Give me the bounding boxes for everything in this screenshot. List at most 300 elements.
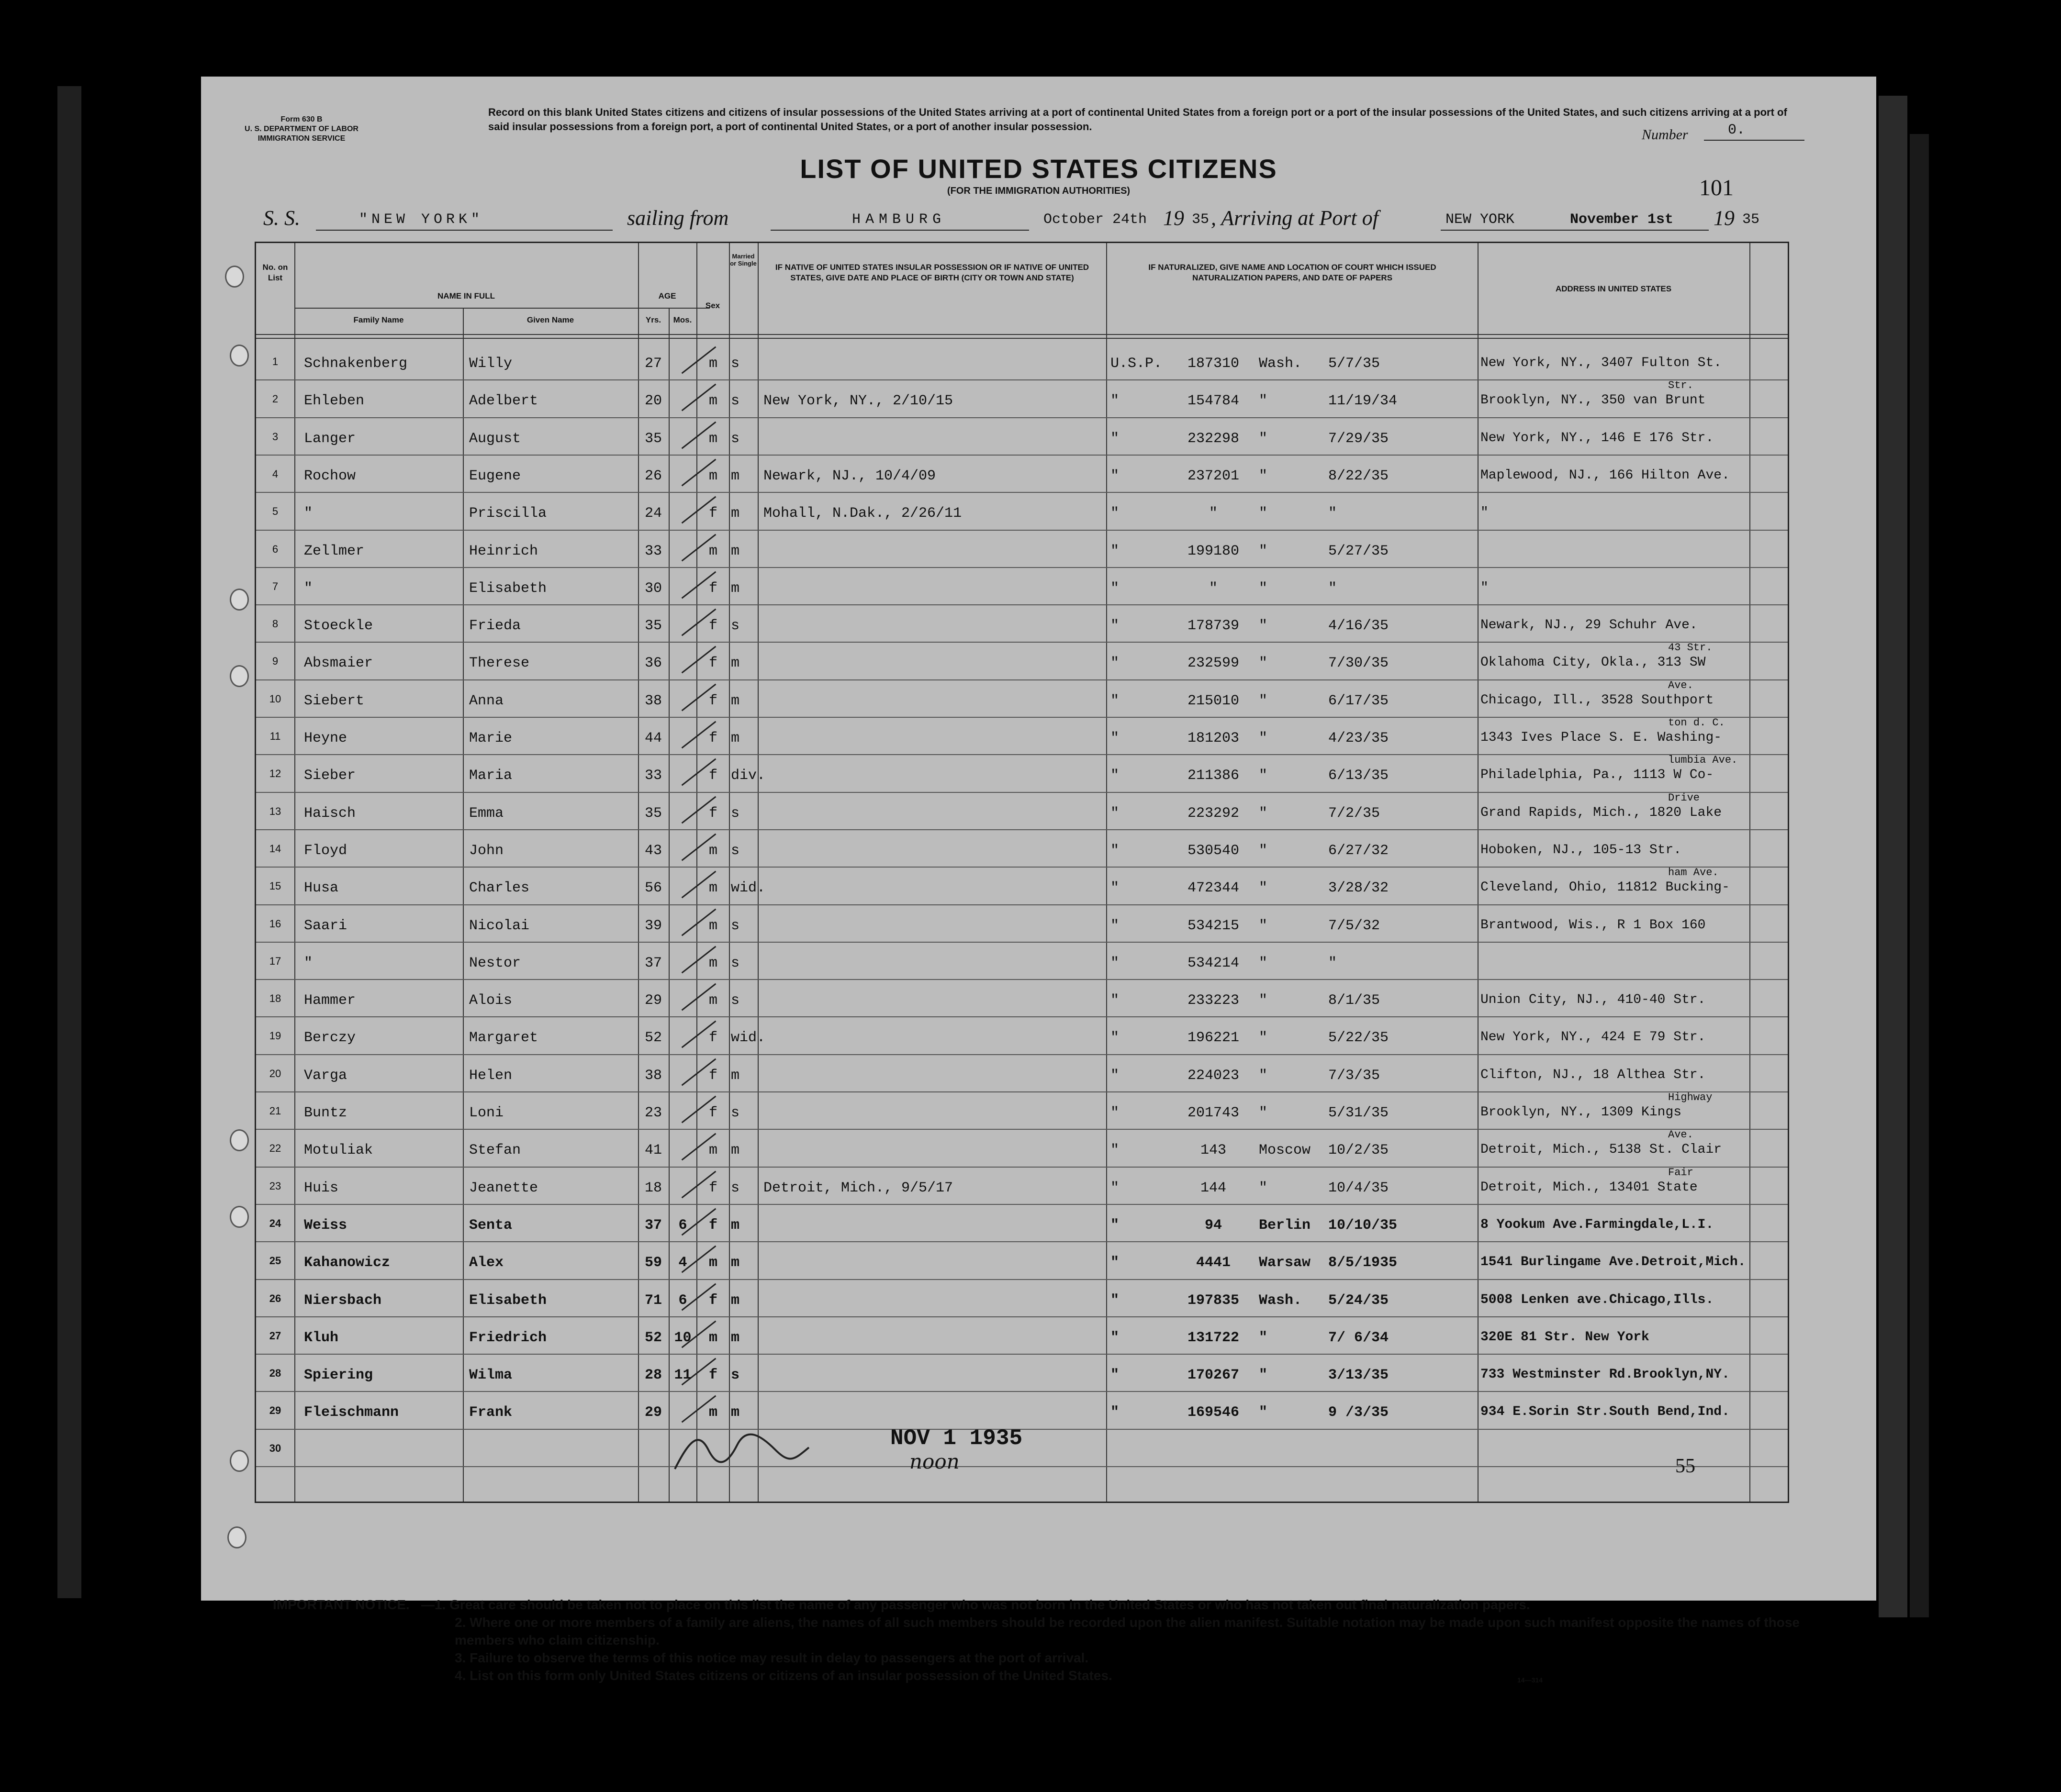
cell-nat-no: 232298 [1187,430,1240,447]
cell-addr2: Ave. [1668,679,1693,691]
cell-family: Stoeckle [304,618,373,634]
cell-no: 18 [269,992,281,1005]
cell-address: 1343 Ives Place S. E. Washing- [1480,730,1722,745]
cell-given: Adelbert [469,393,538,410]
cell-yrs: 20 [644,393,662,410]
cell-no: 1 [272,356,279,367]
cell-given: Alex [469,1255,504,1271]
col-family-name: Family Name [353,315,404,324]
cell-given: Priscilla [469,505,547,522]
cell-sex: m [708,430,717,447]
form-header [239,115,364,144]
cell-nat-date: 5/27/35 [1328,543,1389,559]
cell-yrs: 28 [644,1367,662,1384]
cell-mos: 6 [678,1292,687,1309]
cell-ms: m [731,1329,740,1346]
cell-nat-prefix: " [1110,1030,1120,1046]
cell-given: Eugene [469,467,521,484]
cell-no: 23 [269,1180,281,1192]
cell-nat-no: 237201 [1187,467,1240,484]
cell-family: Ehleben [304,393,365,410]
cell-no: 14 [269,842,281,855]
punch-hole [230,1206,249,1228]
cell-nat-no: 530540 [1187,842,1240,859]
cell-sex: m [708,880,717,897]
cell-sex: m [708,917,717,934]
service: IMMIGRATION SERVICE [258,134,346,143]
form-number: Form 630 B [280,115,323,123]
cell-nat-date: 7/5/32 [1328,917,1380,934]
cell-nat-date: 9 /3/35 [1328,1404,1389,1421]
cell-addr2: Ave. [1668,1129,1693,1141]
col-married-single: Married or Single [730,253,757,267]
row-divider [256,642,1788,643]
cell-yrs: 59 [644,1255,662,1271]
cell-addr2: ham Ave. [1668,867,1719,879]
row-divider [256,604,1788,605]
row-divider [256,792,1788,793]
cell-addr2: lumbia Ave. [1668,754,1738,767]
cell-family: Huis [304,1180,339,1196]
cell-ms: m [731,505,740,522]
cell-ms: m [731,467,740,484]
cell-nat-no: 472344 [1187,880,1240,897]
cell-nat-prefix: " [1110,768,1120,784]
cell-given: Emma [469,805,504,822]
cell-no: 2 [272,393,279,405]
cell-nat-no: " [1209,580,1218,597]
cell-ms: s [731,618,740,634]
cell-nat-prefix: " [1110,842,1120,859]
date-stamp: NOV 1 1935 [890,1426,1023,1451]
cell-nat-prefix: " [1110,618,1120,634]
cell-ms: s [731,1105,740,1121]
row-divider [256,679,1788,680]
cell-ms: s [731,842,740,859]
punch-hole [230,665,249,687]
col-sex: Sex [705,301,720,310]
cell-nat-no: 201743 [1187,1105,1240,1121]
cell-yrs: 39 [644,917,662,934]
cell-address: Union City, NJ., 410-40 Str. [1480,992,1706,1008]
row-divider [256,1466,1788,1467]
cell-given: Heinrich [469,543,538,559]
row-divider [256,1016,1788,1017]
cell-addr2: Fair [1668,1166,1693,1179]
page-edge-right [1879,96,1907,1617]
ship-underline [316,230,613,231]
cell-nat-prefix: " [1110,1404,1120,1421]
cell-family: Varga [304,1067,347,1084]
cell-address: 733 Westminster Rd.Brooklyn,NY. [1480,1367,1730,1382]
cell-nat-date: 4/16/35 [1328,618,1389,634]
row-divider [256,942,1788,943]
punch-hole [230,1129,249,1151]
cell-given: Elisabeth [469,1292,547,1309]
cell-yrs: 35 [644,430,662,447]
cell-nat-date: 7/30/35 [1328,655,1389,672]
cell-nat-prefix: " [1110,430,1120,447]
cell-family: Hammer [304,992,356,1009]
cell-family: Sieber [304,768,356,784]
cell-nat-date: 8/1/35 [1328,992,1380,1009]
cell-nat-no: 223292 [1187,805,1240,822]
cell-sex: f [708,730,717,746]
cell-family: " [304,580,313,597]
row-divider [256,379,1788,380]
cell-nat-prefix: " [1110,580,1120,597]
cell-yrs: 33 [644,768,662,784]
cell-nat-date: 6/13/35 [1328,768,1389,784]
col-no-on-list: No. on List [262,263,288,282]
cell-sex: m [708,1255,717,1271]
cell-family: " [304,955,313,971]
print-code: 14—314 [1517,1676,1543,1684]
cell-nat-no: 4441 [1196,1255,1231,1271]
cell-no: 15 [269,880,281,892]
cell-sex: f [708,655,717,672]
cell-ms: s [731,356,740,372]
handwritten-noon: noon [909,1450,960,1473]
cell-given: Alois [469,992,513,1009]
cell-nat-date: 11/19/34 [1328,393,1398,410]
cell-nat-prefix: " [1110,805,1120,822]
cell-ms: m [731,1292,740,1309]
cell-sex: f [708,1217,717,1234]
cell-court: " [1259,1030,1268,1046]
cell-nat-no: 181203 [1187,730,1240,746]
cell-court: " [1259,393,1268,410]
cell-nat-no: 178739 [1187,618,1240,634]
cell-nat-prefix: " [1110,1180,1120,1196]
header-bottom-line-2 [256,338,1788,339]
cell-no: 19 [269,1030,281,1042]
cell-nat-date: 6/27/32 [1328,842,1389,859]
cell-nat-date: 5/7/35 [1328,356,1380,372]
cell-nat-date: 7/29/35 [1328,430,1389,447]
cell-court: Berlin [1259,1217,1311,1234]
cell-court: " [1259,505,1268,522]
cell-nat-prefix: " [1110,917,1120,934]
page-edge-left [57,86,81,1598]
cell-sex: m [708,1329,717,1346]
cell-given: Senta [469,1217,513,1234]
date-from: October 24th [1043,211,1147,228]
cell-family: Langer [304,430,356,447]
cell-yrs: 37 [644,1217,662,1234]
cell-family: Motuliak [304,1142,373,1159]
cell-court: " [1259,805,1268,822]
cell-nat-no: 197835 [1187,1292,1240,1309]
col-divider [696,243,697,1502]
cell-no: 24 [269,1217,281,1229]
sailing-from-label: sailing from [627,206,729,230]
cell-addr2: Str. [1668,379,1693,392]
cell-family: Berczy [304,1030,356,1046]
port-from: HAMBURG [852,211,946,228]
cell-nat-prefix: " [1110,955,1120,971]
cell-nat-prefix: " [1110,880,1120,897]
cell-yrs: 44 [644,730,662,746]
cell-ms: s [731,992,740,1009]
cell-court: " [1259,730,1268,746]
cell-family: Kahanowicz [304,1255,391,1271]
cell-nat-no: 131722 [1187,1329,1240,1346]
cell-ms: m [731,692,740,709]
cell-court: " [1259,1329,1268,1346]
cell-address: New York, NY., 3407 Fulton St. [1480,356,1722,370]
punch-hole [230,345,249,367]
cell-court: Warsaw [1259,1255,1311,1271]
cell-sex: m [708,842,717,859]
year-from-prefix: 19 [1163,206,1184,230]
cell-family: Weiss [304,1217,347,1234]
cell-address: Brooklyn, NY., 350 van Brunt [1480,393,1706,408]
cell-address: 1541 Burlingame Ave.Detroit,Mich. [1480,1255,1746,1270]
cell-sex: f [708,505,717,522]
row-divider [256,1354,1788,1355]
cell-no: 20 [269,1067,281,1080]
cell-yrs: 26 [644,467,662,484]
cell-nat-date: 3/13/35 [1328,1367,1389,1384]
cell-given: Therese [469,655,530,672]
cell-given: Maria [469,768,513,784]
cell-address: Hoboken, NJ., 105-13 Str. [1480,842,1682,857]
cell-nat-no: 144 [1200,1180,1226,1196]
cell-mos: 6 [678,1217,687,1234]
cell-nat-prefix: " [1110,543,1120,559]
cell-family: Floyd [304,842,347,859]
row-divider [256,1279,1788,1280]
cell-nat-no: 196221 [1187,1030,1240,1046]
cell-family: Fleischmann [304,1404,399,1421]
cell-no: 22 [269,1142,281,1155]
row-divider [256,1391,1788,1392]
cell-address: Oklahoma City, Okla., 313 SW [1480,655,1706,670]
cell-family: Buntz [304,1105,347,1121]
cell-sex: m [708,543,717,559]
cell-sex: f [708,1030,717,1046]
col-divider [1106,243,1107,1502]
cell-court: " [1259,917,1268,934]
notice-heading: IMPORTANT NOTICE. [273,1597,410,1612]
cell-yrs: 18 [644,1180,662,1196]
cell-no: 21 [269,1105,281,1117]
cell-court: " [1259,880,1268,897]
cell-no: 17 [269,955,281,967]
notice-item-4: 4. List on this form only United States citizens or citizens of an insular possession of the United States. [455,1668,1112,1683]
row-divider [256,904,1788,905]
cell-court: " [1259,1367,1268,1384]
cell-court: " [1259,842,1268,859]
year-to: 35 [1742,211,1760,228]
cell-birth: Mohall, N.Dak., 2/26/11 [763,505,962,522]
punch-hole [225,266,244,288]
cell-nat-prefix: " [1110,467,1120,484]
cell-family: Saari [304,917,347,934]
cell-nat-prefix: " [1110,1142,1120,1159]
cell-yrs: 52 [644,1030,662,1046]
cell-yrs: 29 [644,992,662,1009]
header-subdivider [294,308,710,309]
cell-yrs: 71 [644,1292,662,1309]
cell-court: " [1259,955,1268,971]
cell-given: Frieda [469,618,521,634]
cell-family: Siebert [304,692,365,709]
ship-name: "NEW YORK" [359,211,484,228]
port-to-underline [1441,230,1709,231]
cell-family: Zellmer [304,543,365,559]
cell-court: " [1259,992,1268,1009]
cell-nat-prefix: " [1110,1067,1120,1084]
header-bottom-line [256,334,1788,335]
cell-court: " [1259,1404,1268,1421]
cell-sex: m [708,992,717,1009]
cell-court: Wash. [1259,1292,1302,1309]
cell-address: Cleveland, Ohio, 11812 Bucking- [1480,880,1730,895]
cell-yrs: 35 [644,805,662,822]
number-value: 0. [1728,122,1746,138]
cell-no: 30 [269,1442,281,1454]
cell-nat-prefix: " [1110,1329,1120,1346]
cell-ms: m [731,1067,740,1084]
cell-no: 3 [272,430,279,443]
cell-court: " [1259,768,1268,784]
cell-sex: m [708,356,717,372]
cell-yrs: 38 [644,1067,662,1084]
cell-sex: m [708,1404,717,1421]
cell-sex: f [708,580,717,597]
cell-nat-date: 10/10/35 [1328,1217,1398,1234]
number-label: Number [1642,127,1688,143]
cell-nat-no: 169546 [1187,1404,1240,1421]
cell-ms: div. [731,768,766,784]
cell-ms: m [731,1142,740,1159]
cell-given: Nestor [469,955,521,971]
cell-address: 320E 81 Str. New York [1480,1329,1649,1345]
cell-nat-prefix: " [1110,992,1120,1009]
cell-nat-date: 7/3/35 [1328,1067,1380,1084]
cell-birth: Newark, NJ., 10/4/09 [763,467,936,484]
cell-sex: f [708,768,717,784]
row-divider [256,455,1788,456]
cell-sex: f [708,1105,717,1121]
row-divider [256,754,1788,755]
cell-nat-date: " [1328,955,1337,971]
col-divider [1749,243,1750,1502]
cell-given: Wilma [469,1367,513,1384]
number-underline [1704,140,1804,141]
cell-nat-no: 170267 [1187,1367,1240,1384]
cell-sex: m [708,1142,717,1159]
cell-address: " [1480,505,1489,521]
cell-ms: wid. [731,1030,766,1046]
cell-ms: s [731,1367,740,1384]
notice-item-3: 3. Failure to observe the terms of this notice may result in delay to passengers at the port of arrival. [455,1650,1089,1665]
cell-nat-no: 232599 [1187,655,1240,672]
cell-yrs: 27 [644,356,662,372]
cell-mos: 11 [674,1367,692,1384]
cell-address: 5008 Lenken ave.Chicago,Ills. [1480,1292,1714,1307]
row-divider [256,979,1788,980]
cell-court: " [1259,430,1268,447]
cell-sex: f [708,805,717,822]
cell-family: Husa [304,880,339,897]
cell-ms: s [731,805,740,822]
cell-court: " [1259,1105,1268,1121]
cell-nat-prefix: U.S.P. [1110,356,1163,372]
cell-addr2: Highway [1668,1091,1713,1103]
cell-given: August [469,430,521,447]
cell-nat-no: 211386 [1187,768,1240,784]
cell-no: 9 [272,655,279,668]
cell-nat-prefix: " [1110,1367,1120,1384]
cell-nat-prefix: " [1110,1255,1120,1271]
cell-ms: m [731,1217,740,1234]
cell-nat-no: 154784 [1187,393,1240,410]
cell-given: Willy [469,356,513,372]
cell-court: " [1259,692,1268,709]
cell-given: Charles [469,880,530,897]
cell-given: Anna [469,692,504,709]
col-yrs: Yrs. [645,315,661,324]
col-age: AGE [658,291,676,301]
cell-nat-date: 10/4/35 [1328,1180,1389,1196]
cell-nat-date: 6/17/35 [1328,692,1389,709]
cell-nat-no: 534214 [1187,955,1240,971]
cell-given: Nicolai [469,917,530,934]
row-divider [256,530,1788,531]
cell-nat-prefix: " [1110,393,1120,410]
col-divider [729,243,730,1502]
cell-sex: f [708,1367,717,1384]
row-divider [256,1091,1788,1092]
row-divider [256,1167,1788,1168]
cell-address: Brantwood, Wis., R 1 Box 160 [1480,917,1706,933]
cell-sex: f [708,692,717,709]
cell-address: Philadelphia, Pa., 1113 W Co- [1480,768,1714,783]
cell-nat-no: 215010 [1187,692,1240,709]
cell-no: 28 [269,1367,281,1380]
punch-hole [230,1450,249,1472]
instruction-text: Record on this blank United States citizens and citizens of insular possessions of the United States arriving at a port of continental United States from a foreign port or a port of the insular possessions of the United States, and such citizens arriving at a port of said insular possessions from a foreign port, a port of continental United States, or a port of another insular possession. [488,106,1787,133]
sheet-number: 55 [1675,1455,1695,1477]
manifest-page [201,77,1876,1684]
col-address: ADDRESS IN UNITED STATES [1555,284,1672,293]
cell-sex: m [708,393,717,410]
col-name-in-full: NAME IN FULL [437,291,495,301]
cell-address: Brooklyn, NY., 1309 Kings [1480,1105,1682,1120]
cell-given: Margaret [469,1030,538,1046]
cell-no: 12 [269,768,281,780]
cell-nat-no: 534215 [1187,917,1240,934]
cell-court: " [1259,1067,1268,1084]
cell-address: " [1480,580,1489,595]
cell-address: New York, NY., 424 E 79 Str. [1480,1030,1706,1045]
cell-court: " [1259,618,1268,634]
cell-court: " [1259,655,1268,672]
cell-ms: m [731,655,740,672]
port-from-underline [771,230,1029,231]
page-subtitle: (FOR THE IMMIGRATION AUTHORITIES) [947,186,1131,196]
department: U. S. DEPARTMENT OF LABOR [245,125,358,133]
cell-given: Elisabeth [469,580,547,597]
cell-nat-date: " [1328,505,1337,522]
cell-given: Marie [469,730,513,746]
cell-no: 25 [269,1255,281,1267]
notice-item-1: —1. Great care should be taken not to place on this list the name of any passenger who was not born in the United States or who has not taken out final naturalization papers. [421,1597,1530,1612]
cell-yrs: 30 [644,580,662,597]
